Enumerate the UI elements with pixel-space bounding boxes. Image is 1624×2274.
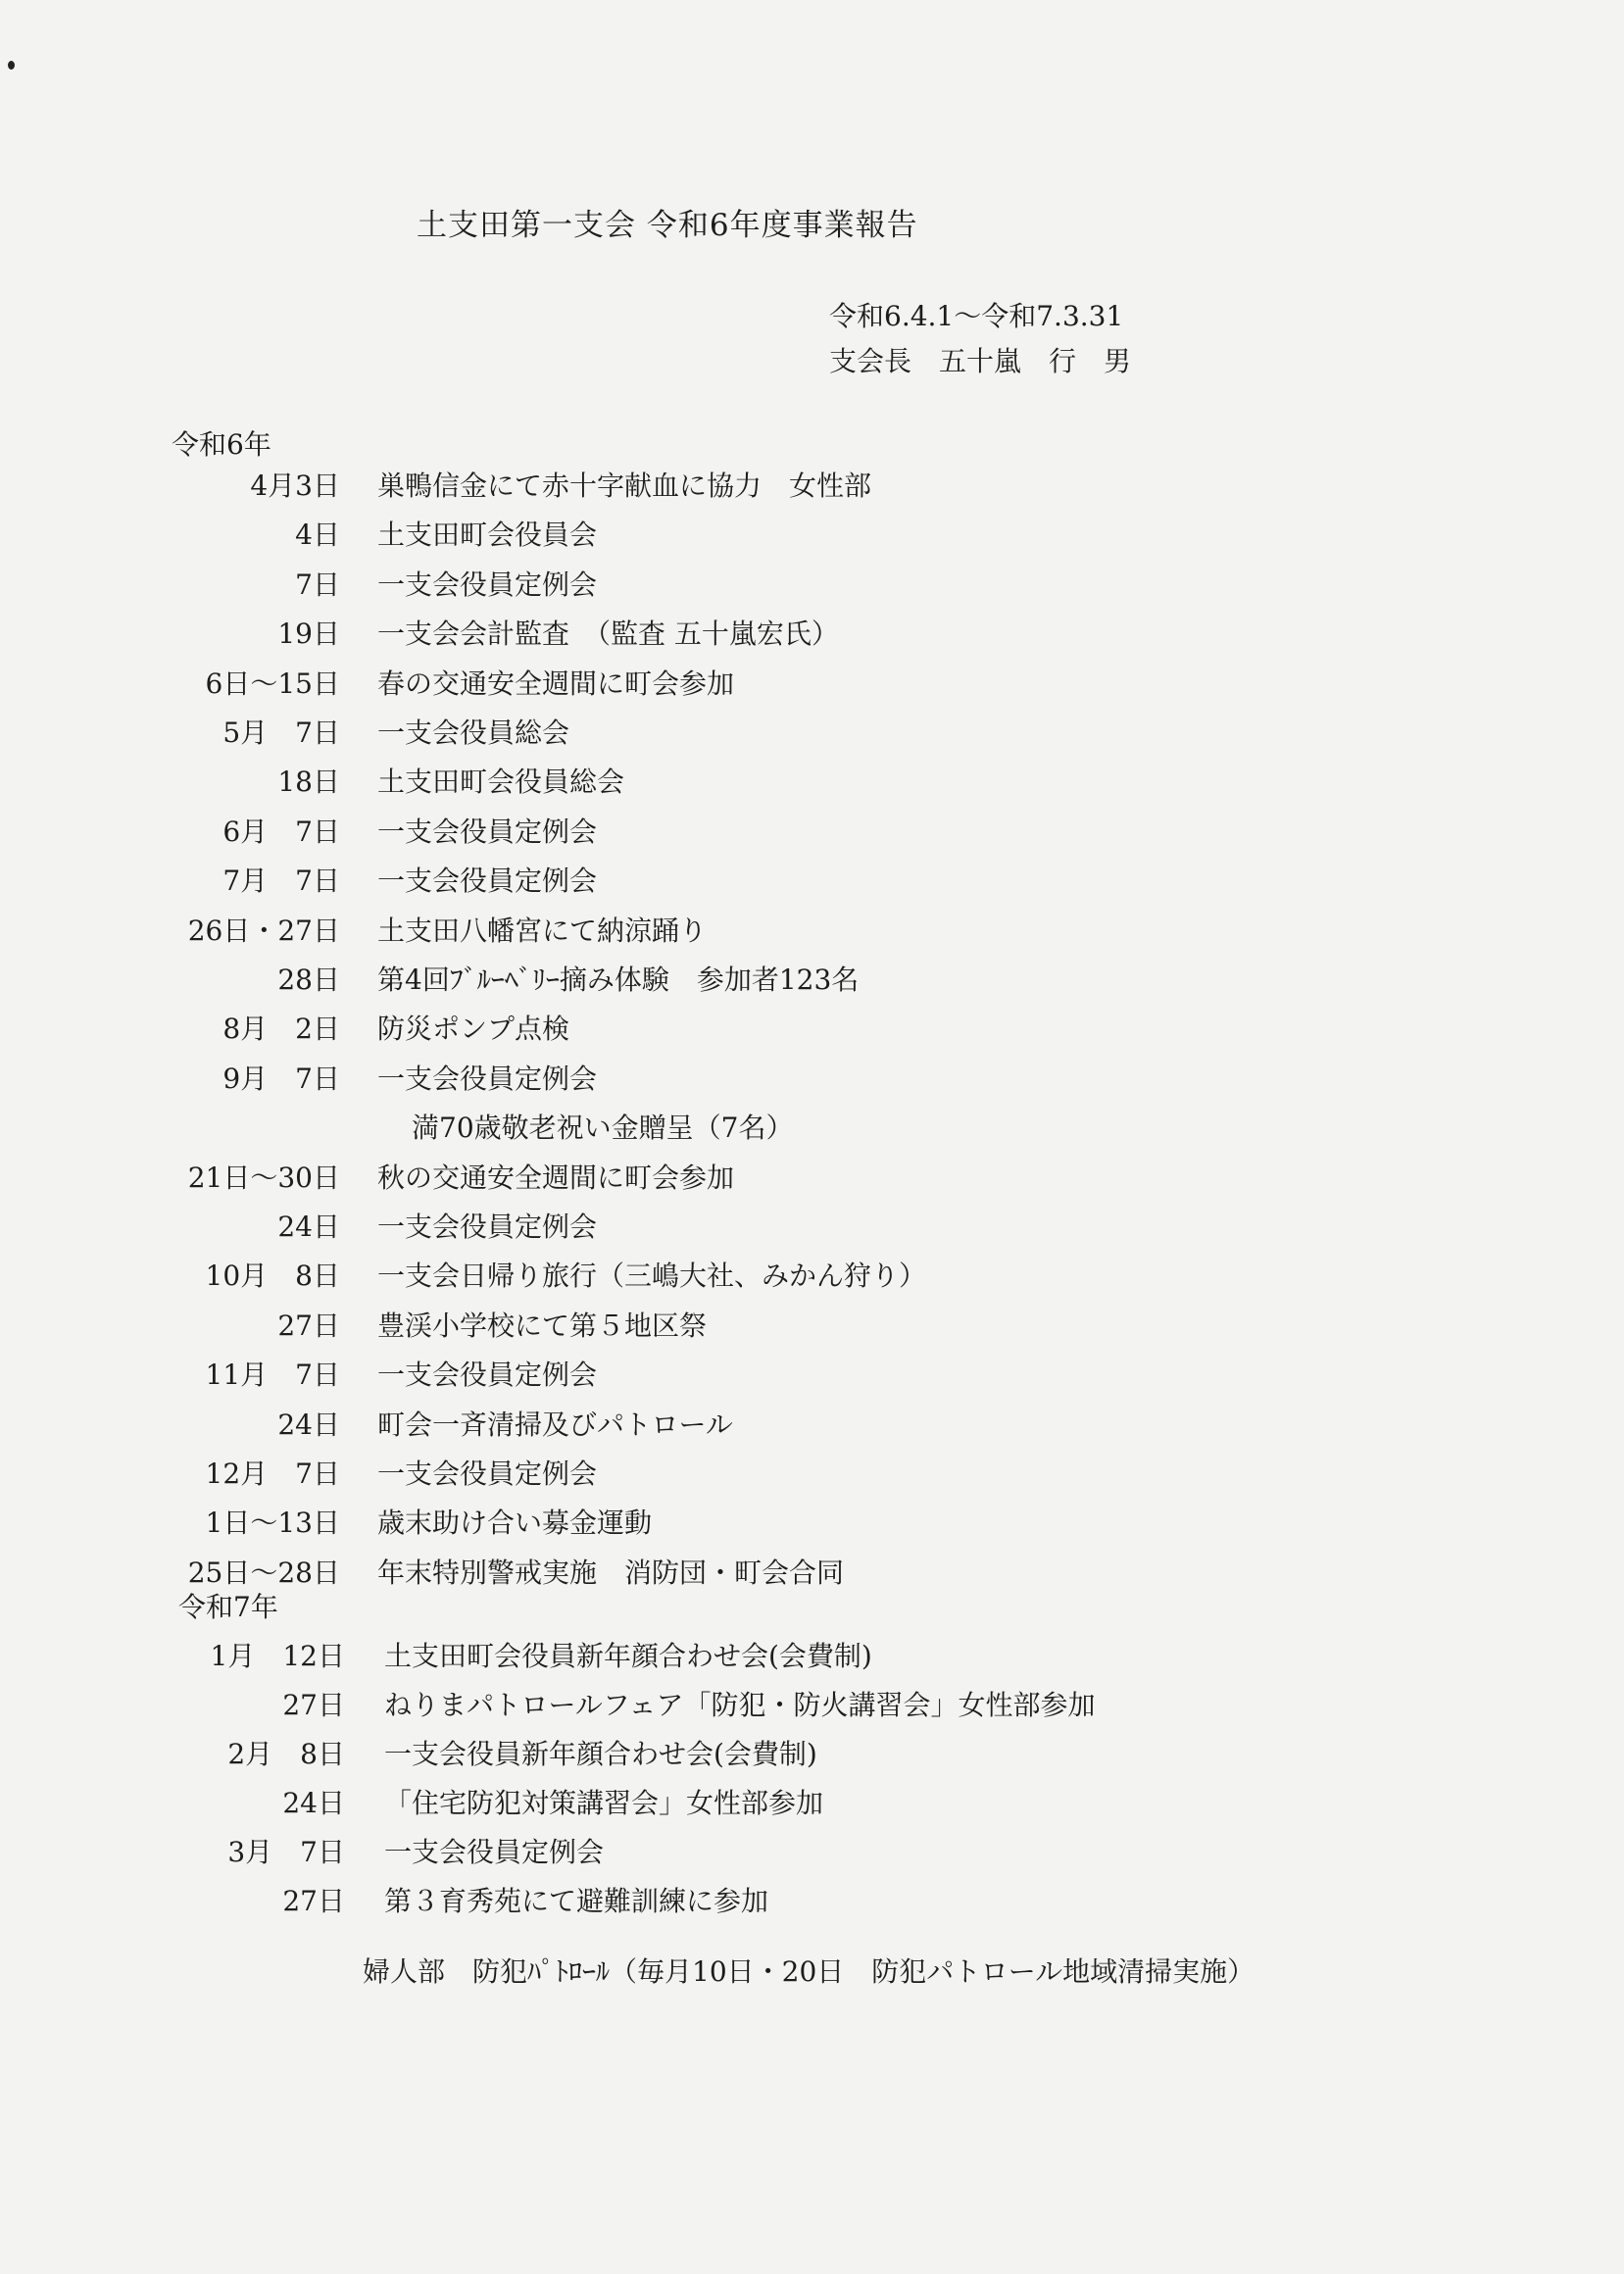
list-item <box>0 1058 1568 1097</box>
entry-date: 24日 <box>282 1787 345 1819</box>
list-item <box>0 1831 1568 1870</box>
entry-date: 9月 7日 <box>222 1062 340 1095</box>
entry-text: 一支会役員総会 <box>377 717 570 749</box>
entry-text: 第３育秀苑にて避難訓練に参加 <box>384 1885 769 1917</box>
entry-text: 一支会役員定例会 <box>377 865 598 898</box>
report-period: 令和6.4.1～令和7.3.31 <box>829 300 1124 332</box>
entry-date: 1月 12日 <box>210 1640 345 1672</box>
list-item <box>0 811 1568 850</box>
list-item <box>0 564 1568 603</box>
list-item <box>0 1733 1568 1772</box>
entry-date: 3月 7日 <box>227 1836 345 1868</box>
list-item <box>0 761 1568 800</box>
year-heading-2025: 令和7年 <box>178 1591 278 1623</box>
list-item <box>0 910 1568 949</box>
entry-date: 2月 8日 <box>227 1738 345 1770</box>
list-item <box>0 514 1568 553</box>
entry-text: 一支会役員定例会 <box>377 815 598 848</box>
entry-date: 18日 <box>277 766 340 799</box>
list-item <box>0 465 1568 504</box>
entry-date: 24日 <box>277 1211 340 1243</box>
list-item <box>0 613 1568 652</box>
list-item <box>0 1305 1568 1344</box>
entry-date: 28日 <box>277 964 340 996</box>
report-author: 支会長 五十嵐 行 男 <box>829 345 1132 377</box>
entry-date: 10月 8日 <box>205 1260 340 1293</box>
entry-date: 7日 <box>295 568 340 601</box>
entry-text: 一支会役員定例会 <box>377 1211 598 1243</box>
entry-date: 6月 7日 <box>222 815 340 848</box>
entry-text: 防災ポンプ点検 <box>377 1013 570 1046</box>
list-item <box>0 1107 1568 1146</box>
list-item <box>0 1684 1568 1723</box>
entry-text: 「住宅防犯対策講習会」女性部参加 <box>384 1787 824 1819</box>
entry-text: 土支田町会役員総会 <box>377 766 625 799</box>
entry-text: 巣鴨信金にて赤十字献血に協力 女性部 <box>377 470 872 502</box>
entry-text: 一支会日帰り旅行（三嶋大社、みかん狩り） <box>377 1260 927 1293</box>
list-item <box>0 1157 1568 1196</box>
document-title: 土支田第一支会 令和6年度事業報告 <box>417 208 918 243</box>
list-item <box>0 712 1568 751</box>
list-item <box>0 1404 1568 1443</box>
year-heading-2024: 令和6年 <box>172 428 271 461</box>
list-item <box>0 1782 1568 1821</box>
entry-date: 21日～30日 <box>187 1161 340 1194</box>
list-item <box>0 1255 1568 1294</box>
entry-text: 第4回ﾌﾞﾙｰﾍﾞﾘｰ摘み体験 参加者123名 <box>377 964 860 996</box>
list-item <box>0 1354 1568 1393</box>
entry-text: 一支会役員定例会 <box>377 568 598 601</box>
entry-text: 歳末助け合い募金運動 <box>377 1507 653 1540</box>
entry-date: 24日 <box>277 1408 340 1441</box>
entry-text: 一支会役員定例会 <box>384 1836 605 1868</box>
list-item <box>0 1635 1568 1674</box>
entry-date: 27日 <box>282 1689 345 1721</box>
entry-date: 27日 <box>282 1885 345 1917</box>
entry-text: 土支田町会役員新年顔合わせ会(会費制) <box>384 1640 872 1672</box>
list-item <box>0 959 1568 998</box>
list-item <box>0 1453 1568 1492</box>
entry-date: 4日 <box>295 519 340 552</box>
entry-date: 19日 <box>277 618 340 651</box>
entry-date: 25日～28日 <box>187 1556 340 1589</box>
entry-date: 6日～15日 <box>205 667 340 700</box>
entry-text: 土支田八幡宮にて納涼踊り <box>377 914 708 947</box>
footer-note: 婦人部 防犯ﾊﾟﾄﾛｰﾙ（毎月10日・20日 防犯パトロール地域清掃実施） <box>363 1955 1255 1988</box>
entry-text: 一支会会計監査 （監査 五十嵐宏氏） <box>377 618 839 651</box>
entry-text: 年末特別警戒実施 消防団・町会合同 <box>377 1556 845 1589</box>
entry-text: 一支会役員定例会 <box>377 1458 598 1490</box>
entry-text: 土支田町会役員会 <box>377 519 598 552</box>
entry-date: 4月3日 <box>250 470 340 502</box>
entry-text: 町会一斉清掃及びパトロール <box>377 1408 733 1441</box>
list-item <box>0 1502 1568 1541</box>
entry-date: 7月 7日 <box>222 865 340 898</box>
list-item <box>0 1880 1568 1919</box>
scan-speck <box>8 61 15 70</box>
entry-text: 一支会役員新年顔合わせ会(会費制) <box>384 1738 817 1770</box>
list-item <box>0 1206 1568 1245</box>
document-meta <box>829 294 1131 384</box>
entry-date: 11月 7日 <box>205 1359 340 1392</box>
entry-text: 満70歳敬老祝い金贈呈（7名） <box>412 1112 794 1145</box>
entry-date: 27日 <box>277 1309 340 1342</box>
list-item <box>0 1552 1568 1591</box>
entry-date: 12月 7日 <box>205 1458 340 1490</box>
entry-date: 5月 7日 <box>222 717 340 749</box>
entry-date: 1日～13日 <box>205 1507 340 1540</box>
list-item <box>0 860 1568 899</box>
entry-text: 春の交通安全週間に町会参加 <box>377 667 735 700</box>
entry-date: 8月 2日 <box>222 1013 340 1046</box>
entry-text: 秋の交通安全週間に町会参加 <box>377 1161 735 1194</box>
entry-date: 26日・27日 <box>187 914 340 947</box>
entry-text: ねりまパトロールフェア「防犯・防火講習会」女性部参加 <box>384 1689 1096 1721</box>
entry-text: 豊渓小学校にて第５地区祭 <box>377 1309 708 1342</box>
list-item <box>0 1008 1568 1047</box>
entry-text: 一支会役員定例会 <box>377 1359 598 1392</box>
entry-text: 一支会役員定例会 <box>377 1062 598 1095</box>
list-item <box>0 663 1568 702</box>
